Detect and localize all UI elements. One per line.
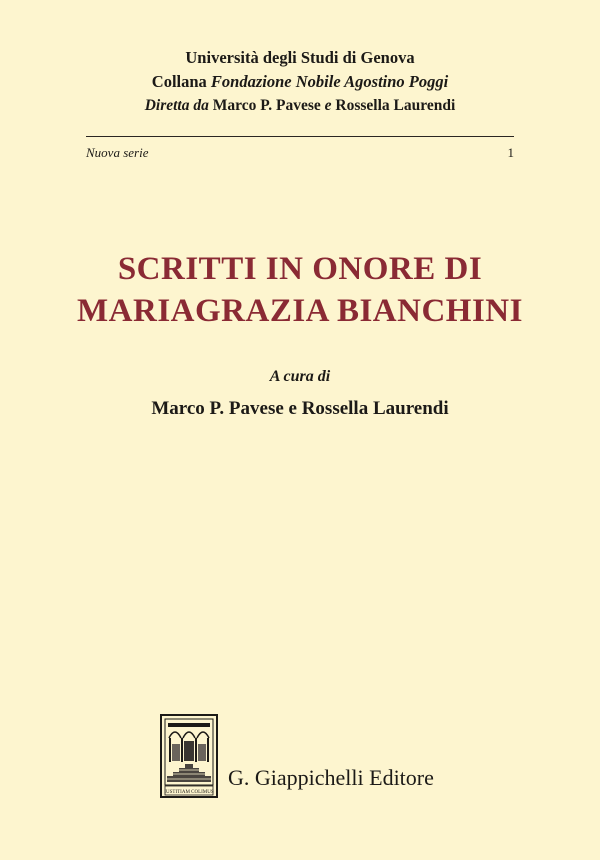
director-conjunction: e [324,97,332,114]
title-line-1: SCRITTI IN ONORE DI [117,251,483,287]
curated-by-label: A cura di [269,368,331,385]
directors-line [0,94,600,118]
publisher-name: G. Giappichelli Editore [228,765,434,790]
header-divider [86,136,514,137]
director-1: Marco P. Pavese [212,97,321,114]
logo-motto: IUSTITIAM COLIMUS [164,790,214,795]
publisher-logo-icon [160,714,218,798]
collana-line [0,70,600,94]
collana-prefix: Collana [151,72,207,91]
series-number: 1 [507,145,514,160]
title-line-2: MARIAGRAZIA BIANCHINI [77,293,523,329]
collana-name: Fondazione Nobile Agostino Poggi [210,72,449,91]
book-title [0,248,600,332]
series-header [0,46,600,118]
directed-prefix: Diretta da [144,97,209,114]
university-name: Università degli Studi di Genova [185,48,415,67]
director-2: Rossella Laurendi [335,97,456,114]
series-name: Nuova serie [86,145,149,160]
editors-names: Marco P. Pavese e Rossella Laurendi [151,398,449,419]
